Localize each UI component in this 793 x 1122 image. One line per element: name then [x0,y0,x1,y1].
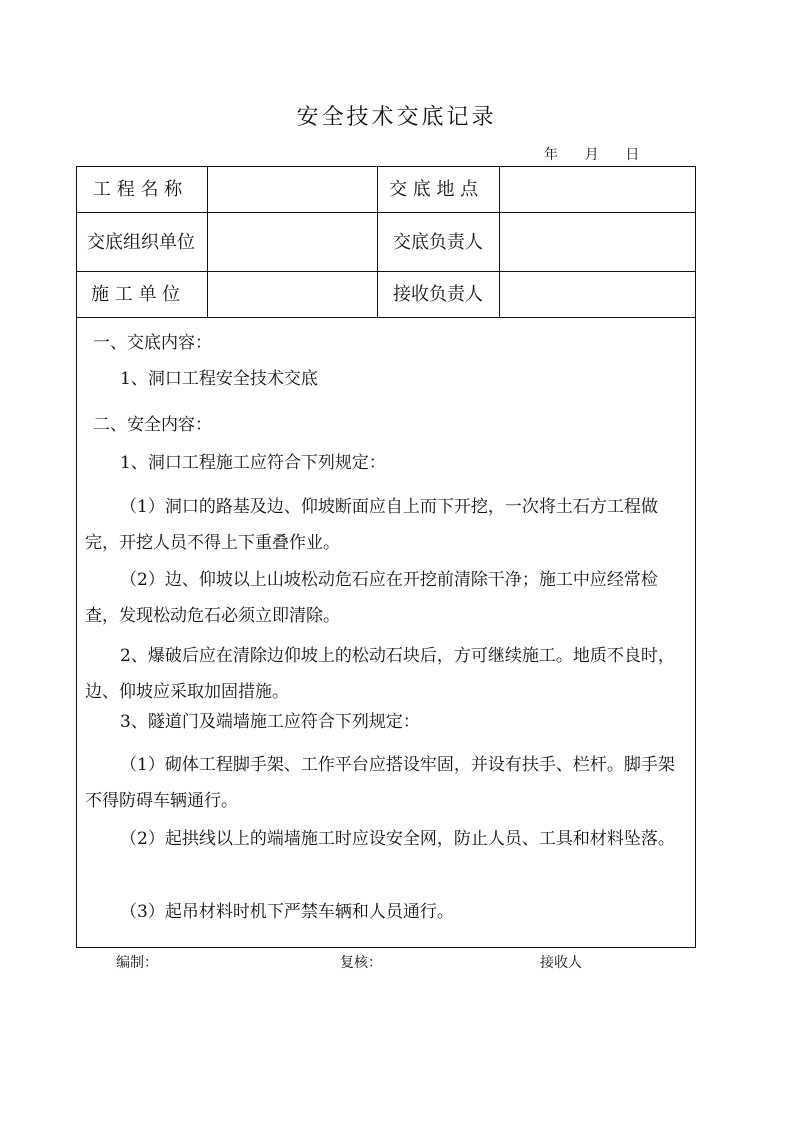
label-project-name: 工 程 名 称 [93,179,183,200]
label-handover-location: 交 底 地 点 [389,179,479,200]
list-item: （2）边、仰坡以上山坡松动危石应在开挖前清除干净；施工中应经常检查，发现松动危石必须立即清除。 [85,570,658,626]
section1-item: 1、洞口工程安全技术交底 [120,369,318,389]
list-item: 3、隧道门及端墙施工应符合下列规定： [120,712,420,732]
record-table [76,166,696,948]
row-divider [77,317,695,318]
row-divider [77,212,695,213]
document-title: 安全技术交底记录 [296,105,497,130]
label-handover-leader: 交底负责人 [393,232,483,253]
footer-prepared: 编制： [116,955,158,971]
column-divider [377,167,378,317]
section2-heading: 二、安全内容： [93,415,212,435]
list-item: （2）起拱线以上的端墙施工时应设安全网，防止人员、工具和材料坠落。 [120,829,675,849]
section1-heading: 一、交底内容： [93,333,212,353]
date-line: 年 月 日 [544,147,640,163]
footer-receiver: 接收人 [540,955,582,971]
column-divider [207,167,208,317]
list-item: （1）洞口的路基及边、仰坡断面应自上而下开挖，一次将土石方工程做完，开挖人员不得上下重叠作业。 [85,497,658,553]
list-item: （1）砌体工程脚手架、工作平台应搭设牢固，并设有扶手、栏杆。脚手架不得防碍车辆通行。 [85,755,675,811]
list-item: 2、爆破后应在清除边仰坡上的松动石块后，方可继续施工。地质不良时，边、仰坡应采取加固措施。 [85,646,675,702]
label-organizing-unit: 交底组织单位 [87,232,195,253]
list-item: （3）起吊材料时机下严禁车辆和人员通行。 [120,902,454,922]
row-divider [77,271,695,272]
footer-reviewed: 复核： [340,955,382,971]
label-receiving-leader: 接收负责人 [393,284,483,305]
list-item: 1、洞口工程施工应符合下列规定： [120,453,386,473]
column-divider [499,167,500,317]
label-construction-unit: 施 工 单 位 [91,284,181,305]
